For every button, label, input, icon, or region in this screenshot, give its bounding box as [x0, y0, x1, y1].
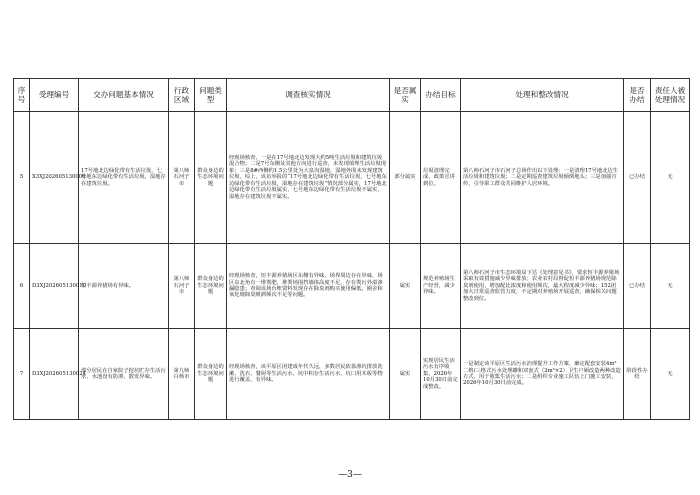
header-id: 受理编号 [30, 79, 79, 112]
header-target: 办结目标 [421, 79, 461, 112]
cell-done: 已办结 [624, 244, 651, 329]
header-true: 是否属实 [390, 79, 421, 112]
cell-id: D3XJ202605130010 [30, 244, 79, 329]
header-region: 行政区域 [169, 79, 195, 112]
case-table [13, 78, 690, 420]
cell-done: 阶段性办结 [624, 329, 651, 420]
cell-true: 属实 [390, 329, 421, 420]
cell-handling: 第八师石河子市生态环境局下达《处理意见书》，要求恒丰源养猪场采取有效措施减少异味排放；农业农村局督促恒丰源养猪场规范除臭剂使用，增加配比浓度和使用频次，最大程度减少异味；152团加大日常巡查监管力度，不定期对养殖场开展巡查，确保相关问题整改到位。 [461, 244, 624, 329]
cell-target: 垃圾清理完成，政策宣讲到位。 [421, 112, 461, 244]
header-investigation: 调查核实情况 [227, 79, 390, 112]
cell-target: 实现居民生活污水有序收集，2026年10月30日前完成整改。 [421, 329, 461, 420]
header-done: 是否办结 [624, 79, 651, 112]
cell-true: 部分属实 [390, 112, 421, 244]
cell-type: 群众身边的生态环境问题 [195, 244, 227, 329]
cell-region: 第八师石河子市 [169, 244, 195, 329]
cell-investigation: 经现场核查，恒丰源养猪场区东侧有异味，场界周边存在异味，场区东北角有一堆粪肥，堆粪场围挡墙体高度不足，存在粪污外溢渗漏隐患；查阅该场台账资料发现存在除臭剂购买使用偏低，圈舍和氧化塘除臭喷洒频次不足等问题。 [227, 244, 390, 329]
cell-handling: 一是制定该平原区生活污水治理提升工作方案，确定配套安装4m³二格/三格式污水处理罐和双瓮式（2m³×2）卫生户厕改造两种改造方式，用于收集生活污水；二是组织专业施工队伍上门施工安装，2026年10月30日前完成。 [461, 329, 624, 420]
header-no: 序号 [14, 79, 30, 112]
cell-basic: 17号地北边绿化带有生活垃圾，七号地东边绿化带有生活垃圾，湿地存在建筑垃圾。 [79, 112, 169, 244]
cell-type: 群众身边的生态环境问题 [195, 329, 227, 420]
cell-no: 7 [14, 329, 30, 420]
page-number: —3— [338, 470, 362, 480]
cell-type: 群众身边的生态环境问题 [195, 112, 227, 244]
cell-no: 6 [14, 244, 30, 329]
cell-handling: 第八师石河子市石河子总场作出以下处理：一是清理17号地北边生活垃圾和建筑垃圾；二是定期巡查建筑垃圾倾倒地头；三是加强宣传，引导职工群众共同维护人居环境。 [461, 112, 624, 244]
cell-investigation: 经现场核查，一是在17号地北边发现大约5吨生活垃圾和建筑垃圾混合物；二是7号东侧及其他方向进行巡查，未发现填埋生活垃圾现象；三是8#西侧约1.5公里处为大泉沟湿地，湿地外围未发现建筑垃圾，综上，该访举报的“17号地北边绿化带有生活垃圾，七号地东边绿化带有生活垃圾，湿地存在建筑垃圾”情况部分属实，17号地北边绿化带有生活垃圾属实，七号地东边绿化带有生活垃圾不属实，湿地存在建筑垃圾不属实。 [227, 112, 390, 244]
cell-region: 第九师白杨市 [169, 329, 195, 420]
cell-basic: 部分居民在自家院子挖坑贮存生活污水，水池没有防渗，散发异味。 [79, 329, 169, 420]
header-handling: 处理和整改情况 [461, 79, 624, 112]
table-row [14, 112, 690, 244]
header-row [14, 79, 690, 112]
header-type: 问题类型 [195, 79, 227, 112]
cell-no: 5 [14, 112, 30, 244]
cell-person: 无 [651, 329, 690, 420]
cell-person: 无 [651, 112, 690, 244]
table-row [14, 329, 690, 420]
cell-id: D3XJ202605130024 [30, 329, 79, 420]
cell-basic: 恒丰源养猪场有异味。 [79, 244, 169, 329]
table-row [14, 244, 690, 329]
header-basic: 交办问题基本情况 [79, 79, 169, 112]
header-person: 责任人被处理情况 [651, 79, 690, 112]
cell-true: 属实 [390, 244, 421, 329]
cell-target: 规范养殖场生产经营，减少异味。 [421, 244, 461, 329]
cell-region: 第八师石河子市 [169, 112, 195, 244]
cell-person: 无 [651, 244, 690, 329]
cell-investigation: 经现场核查，该平原区团建成年代久远，多数居民依靠渗坑排放洗漱、洗衣、餐厨等生活污水，坑中积存生活污水，坑口用木板等物进行覆盖，有异味。 [227, 329, 390, 420]
cell-id: X3XJ202605130006 [30, 112, 79, 244]
cell-done: 已办结 [624, 112, 651, 244]
